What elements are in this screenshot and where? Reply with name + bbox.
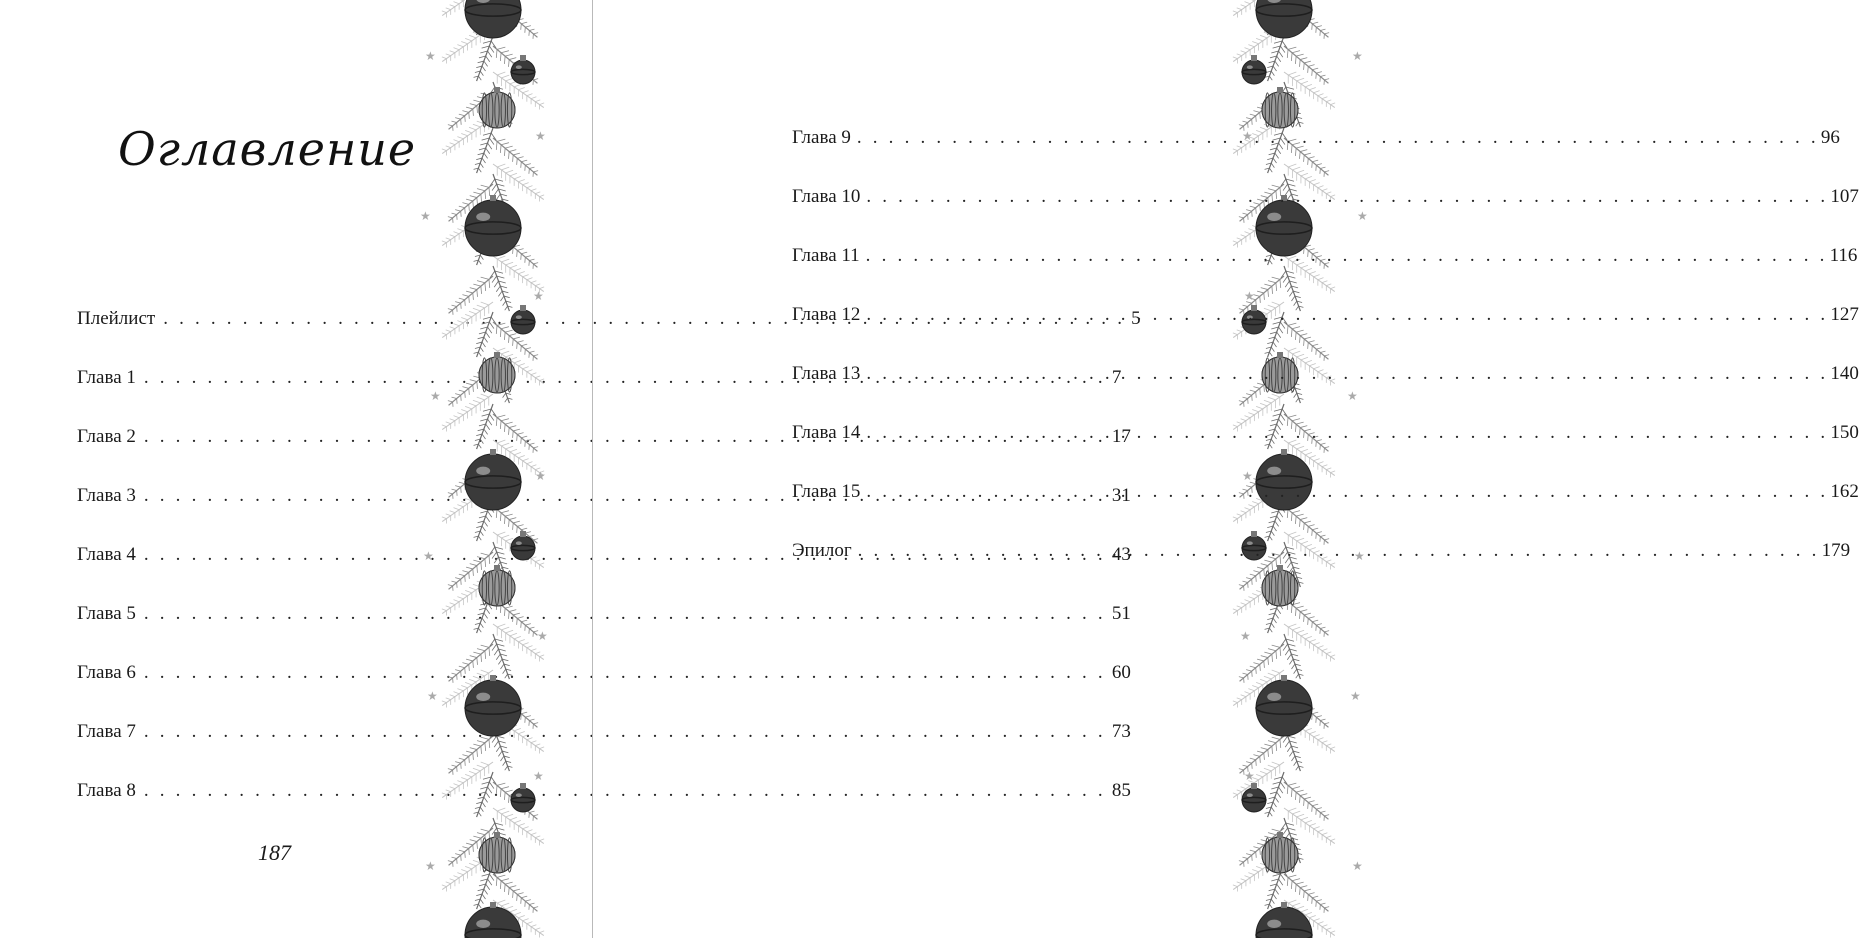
toc-entry-page: 96	[1820, 127, 1840, 148]
toc-leader-dots	[866, 304, 1828, 326]
svg-text:★: ★	[1347, 389, 1358, 403]
svg-text:★: ★	[1350, 689, 1361, 703]
toc-entry-page: 7	[1111, 367, 1122, 388]
toc-entry-label: Глава 1	[77, 367, 136, 388]
toc-entry[interactable]	[77, 721, 1131, 780]
toc-entry-page: 73	[1111, 721, 1131, 742]
svg-text:★: ★	[1352, 859, 1363, 873]
svg-text:★: ★	[420, 209, 431, 223]
toc-entry[interactable]	[77, 662, 1131, 721]
toc-entry-label: Глава 14	[792, 422, 861, 443]
toc-entry-label: Глава 10	[792, 186, 861, 207]
svg-text:★: ★	[533, 289, 544, 303]
christmas-garland-icon	[405, 0, 555, 938]
right-page	[594, 0, 1859, 938]
toc-entry[interactable]	[792, 245, 1858, 304]
svg-text:★: ★	[537, 629, 548, 643]
page-title: Оглавление	[118, 122, 417, 176]
toc-entry[interactable]	[792, 186, 1859, 245]
toc-leader-dots	[857, 127, 1819, 149]
toc-entry-label: Плейлист	[77, 308, 156, 329]
toc-entry-label: Глава 13	[792, 363, 861, 384]
toc-entry-page: 116	[1829, 245, 1858, 266]
svg-text:★: ★	[1357, 209, 1368, 223]
toc-entry-page: 17	[1111, 426, 1131, 447]
svg-text:★: ★	[1242, 469, 1253, 483]
toc-leader-dots	[866, 481, 1828, 503]
svg-text:★: ★	[427, 689, 438, 703]
svg-text:★: ★	[1240, 629, 1251, 643]
toc-entry-label: Глава 6	[77, 662, 136, 683]
toc-entry-label: Глава 11	[792, 245, 860, 266]
svg-text:★: ★	[535, 469, 546, 483]
toc-entry-label: Глава 9	[792, 127, 851, 148]
toc-entry-page: 85	[1111, 780, 1131, 801]
page-number: 187	[258, 840, 291, 865]
toc-entry-label: Глава 8	[77, 780, 136, 801]
svg-text:★: ★	[1352, 49, 1363, 63]
toc-entry-label: Глава 12	[792, 304, 861, 325]
book-spine-divider	[592, 0, 593, 938]
svg-text:★: ★	[1242, 129, 1253, 143]
toc-entry-label: Глава 2	[77, 426, 136, 447]
toc-leader-dots	[866, 245, 1828, 267]
toc-entry-page: 107	[1830, 186, 1859, 207]
svg-text:★: ★	[425, 49, 436, 63]
svg-text:★: ★	[430, 389, 441, 403]
toc-entry[interactable]	[792, 363, 1859, 422]
svg-text:★: ★	[533, 769, 544, 783]
toc-entry[interactable]	[792, 304, 1859, 363]
toc-entry-page: 127	[1830, 304, 1859, 325]
toc-entry-page: 43	[1111, 544, 1131, 565]
toc-leader-dots	[866, 363, 1828, 385]
toc-entry-page: 162	[1830, 481, 1859, 502]
toc-entry[interactable]	[77, 603, 1131, 662]
svg-text:★: ★	[423, 549, 434, 563]
toc-entry-label: Глава 7	[77, 721, 136, 742]
svg-text:★: ★	[535, 129, 546, 143]
toc-entry-label: Глава 15	[792, 481, 861, 502]
toc-entry-page: 5	[1131, 308, 1141, 329]
toc-entry-page: 179	[1821, 540, 1851, 561]
toc-entry-label: Глава 3	[77, 485, 136, 506]
toc-entry-page: 140	[1830, 363, 1859, 384]
svg-text:★: ★	[1354, 549, 1365, 563]
toc-leader-dots	[866, 186, 1828, 208]
toc-leader-dots	[858, 540, 1820, 562]
toc-entry-page: 51	[1111, 603, 1131, 624]
toc-entry-label: Эпилог	[792, 540, 852, 561]
svg-text:★: ★	[1244, 289, 1255, 303]
toc-entry-label: Глава 4	[77, 544, 136, 565]
toc-entry-page: 60	[1111, 662, 1131, 683]
svg-text:★: ★	[425, 859, 436, 873]
toc-leader-dots	[866, 422, 1828, 444]
toc-entry[interactable]	[792, 127, 1840, 186]
svg-text:★: ★	[1244, 769, 1255, 783]
toc-entry[interactable]	[77, 780, 1131, 839]
toc-entry-label: Глава 5	[77, 603, 136, 624]
toc-entry-page: 31	[1111, 485, 1131, 506]
toc-entry-page: 150	[1830, 422, 1859, 443]
